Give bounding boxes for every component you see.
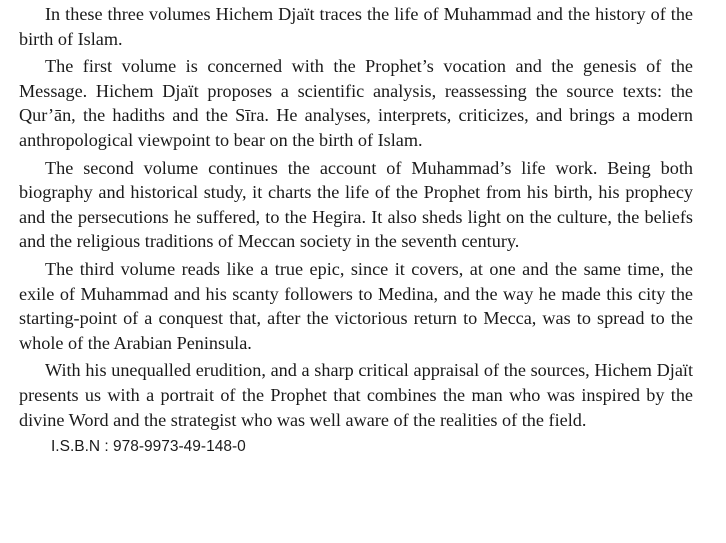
paragraph-volume-three: The third volume reads like a true epic, since it covers, at one and the same time, the exile of Muhammad and his scanty followers to Medina, and the way he made this city the starting-point of a conquest that, after the victorious return to Mecca, was to spread to the whole of the Arabian Peninsula. — [19, 258, 693, 353]
back-cover-text — [19, 2, 693, 458]
paragraph-volume-two: The second volume continues the account of Muhammad’s life work. Being both biography and historical study, it charts the life of the Prophet from his birth, his prophecy and the persecutions he suffered, to the Hegira. It also sheds light on the culture, the beliefs and the religious traditions of Meccan society in the seventh century. — [19, 157, 693, 252]
paragraph-volume-one: The first volume is concerned with the Prophet’s vocation and the genesis of the Message. Hichem Djaït proposes a scientific analysis, reassessing the source texts: the Qur’ān, the hadiths and the Sīra. He analyses, interprets, criticizes, and brings a modern anthropological viewpoint to bear on the birth of Islam. — [19, 56, 693, 150]
paragraph-conclusion: With his unequalled erudition, and a sharp critical appraisal of the sources, Hichem Djaït presents us with a portrait of the Prophet that combines the man who was inspired by the divine Word and the strategist who was well aware of the realities of the field. — [19, 360, 693, 430]
paragraph-intro: In these three volumes Hichem Djaït traces the life of Muhammad and the history of the birth of Islam. — [19, 4, 693, 49]
isbn-line: I.S.B.N : 978-9973-49-148-0 — [51, 438, 246, 456]
